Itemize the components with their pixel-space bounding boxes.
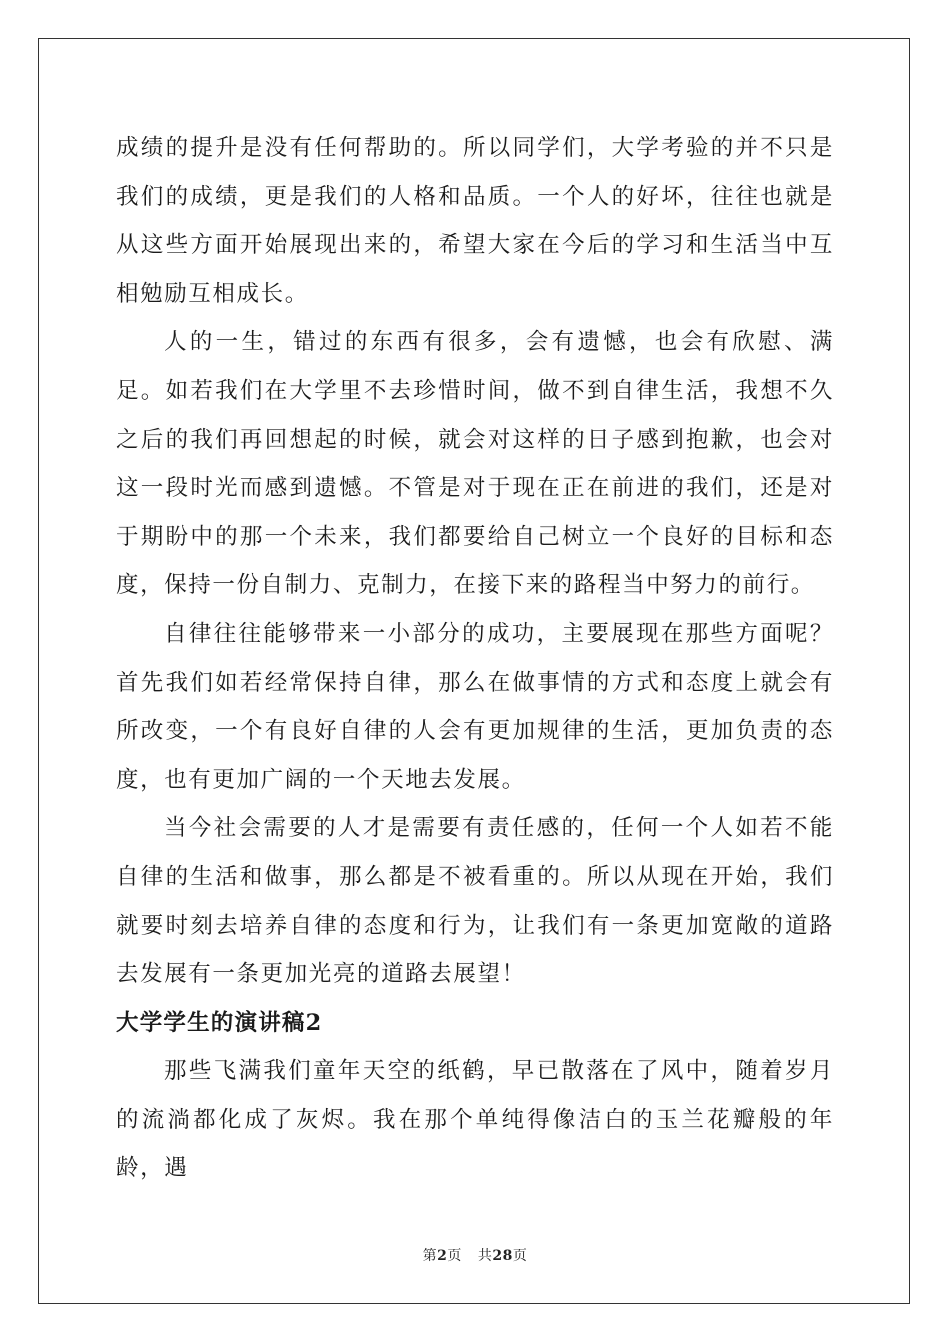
total-pages-number: 28 (492, 1248, 513, 1264)
paragraph: 人的一生，错过的东西有很多，会有遗憾，也会有欣慰、满足。如若我们在大学里不去珍惜时间，做不到自律生活，我想不久之后的我们再回想起的时候，就会对这样的日子感到抱歉，也会对这一段时光而感到遗憾。不管是对于现在正在前进的我们，还是对于期盼中的那一个未来，我们都要给自己树立一个良好的目标和态度，保持一份自制力、克制力，在接下来的路程当中努力的前行。 (116, 329, 834, 599)
total-pages-label: 共28页 (477, 1248, 528, 1264)
paragraph: 自律往往能够带来一小部分的成功，主要展现在那些方面呢？首先我们如若经常保持自律，那么在做事情的方式和态度上就会有所改变，一个有良好自律的人会有更加规律的生活，更加负责的态度，也有更加广阔的一个天地去发展。 (116, 620, 834, 793)
paragraph-continued: 成绩的提升是没有任何帮助的。所以同学们，大学考验的并不只是我们的成绩，更是我们的人格和品质。一个人的好坏，往往也就是从这些方面开始展现出来的，希望大家在今后的学习和生活当中互相勉励互相成长。 (116, 135, 834, 307)
section-heading: 大学学生的演讲稿2 (116, 1009, 323, 1036)
current-page-number: 2 (437, 1248, 448, 1264)
document-body (116, 124, 834, 1193)
page-footer (0, 1245, 950, 1265)
page-number-label: 第2页 (422, 1248, 462, 1264)
paragraph: 当今社会需要的人才是需要有责任感的，任何一个人如若不能自律的生活和做事，那么都是不被看重的。所以从现在开始，我们就要时刻去培养自律的态度和行为，让我们有一条更加宽敞的道路去发展有一条更加光亮的道路去展望！ (116, 815, 834, 988)
paragraph: 那些飞满我们童年天空的纸鹤，早已散落在了风中，随着岁月的流淌都化成了灰烬。我在那个单纯得像洁白的玉兰花瓣般的年龄，遇 (116, 1058, 834, 1182)
